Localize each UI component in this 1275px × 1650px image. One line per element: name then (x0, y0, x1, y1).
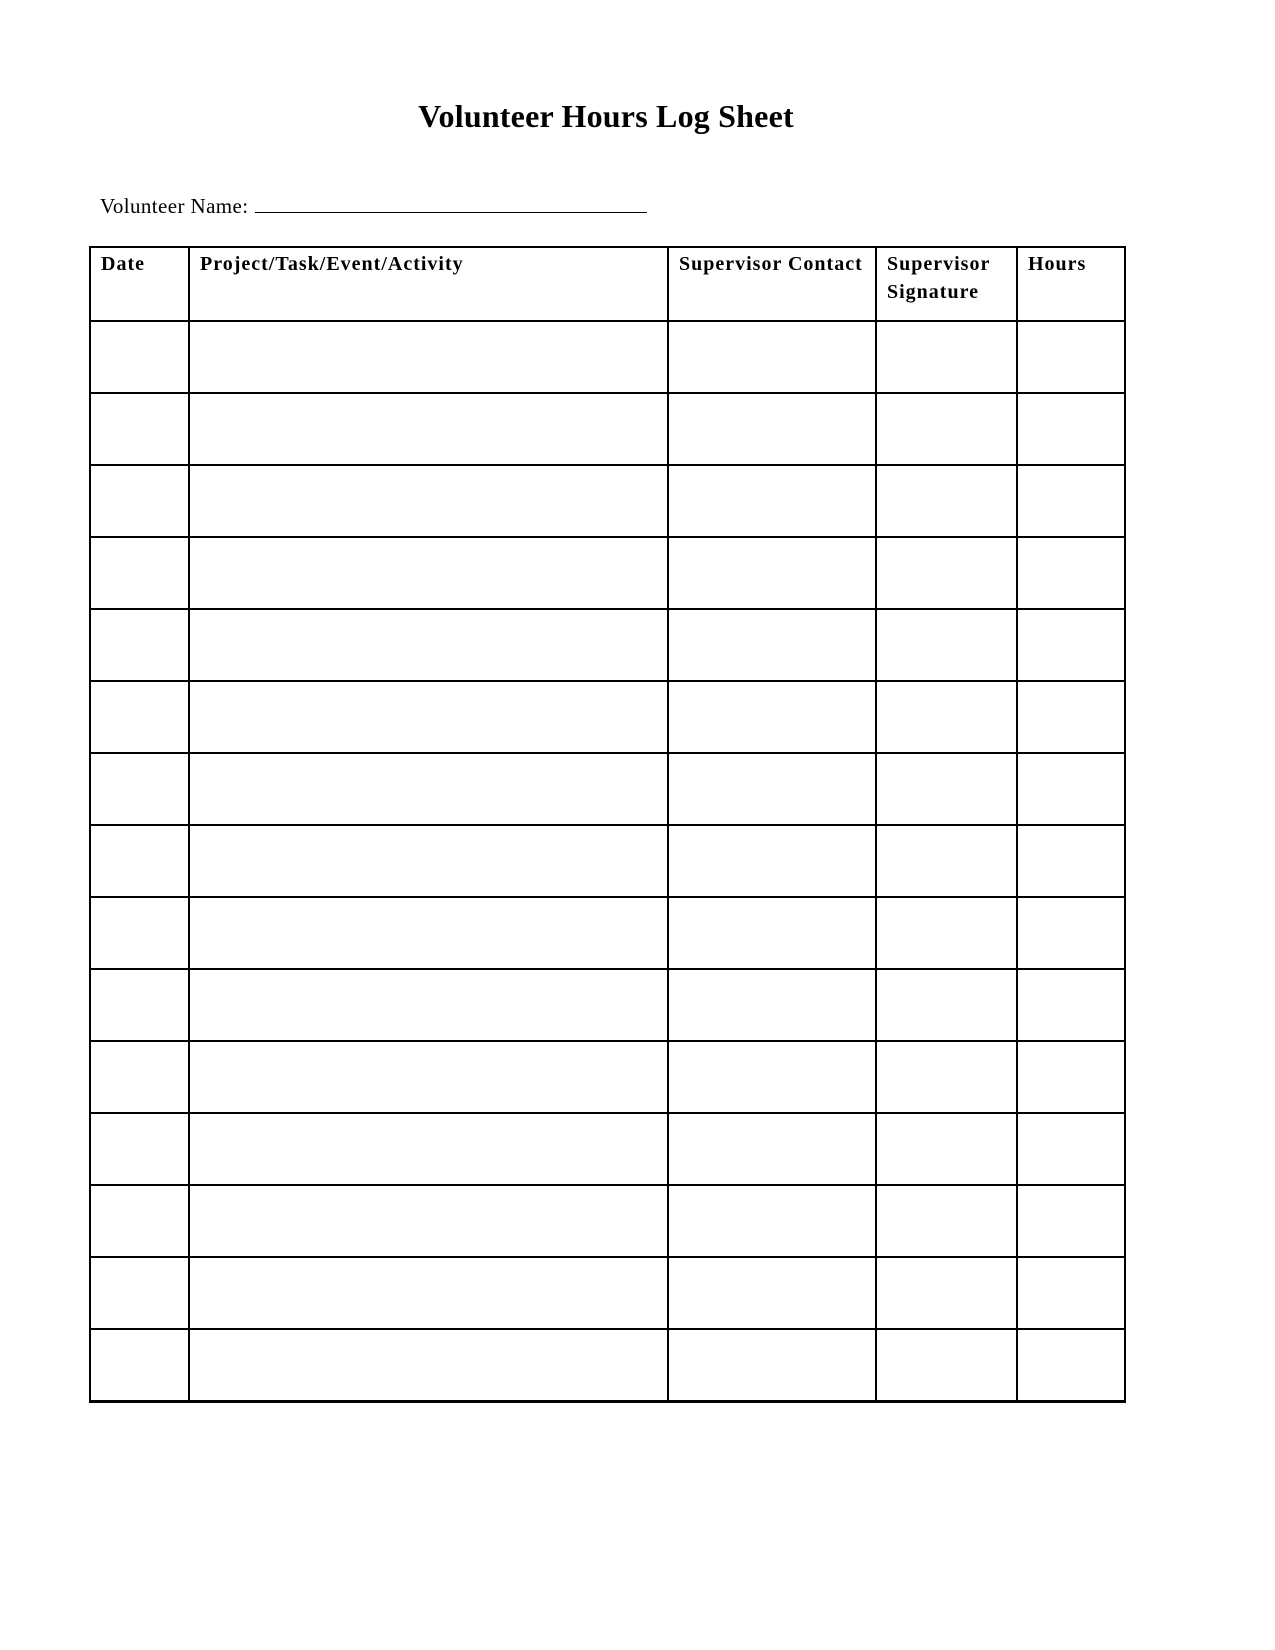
hours-cell[interactable] (1017, 465, 1125, 537)
supervisor-signature-cell[interactable] (876, 1185, 1017, 1257)
supervisor-contact-cell[interactable] (668, 1329, 876, 1402)
table-row (90, 321, 1125, 393)
supervisor-signature-cell[interactable] (876, 537, 1017, 609)
date-cell[interactable] (90, 753, 189, 825)
project-cell[interactable] (189, 1185, 668, 1257)
table-row (90, 825, 1125, 897)
date-cell[interactable] (90, 825, 189, 897)
project-cell[interactable] (189, 969, 668, 1041)
hours-cell[interactable] (1017, 393, 1125, 465)
hours-cell[interactable] (1017, 537, 1125, 609)
table-row (90, 537, 1125, 609)
table-row (90, 609, 1125, 681)
supervisor-contact-cell[interactable] (668, 1185, 876, 1257)
table-row (90, 1257, 1125, 1329)
hours-cell[interactable] (1017, 969, 1125, 1041)
hours-cell[interactable] (1017, 753, 1125, 825)
date-cell[interactable] (90, 897, 189, 969)
date-cell[interactable] (90, 681, 189, 753)
table-row (90, 1329, 1125, 1402)
project-cell[interactable] (189, 897, 668, 969)
hours-cell[interactable] (1017, 609, 1125, 681)
supervisor-contact-cell[interactable] (668, 609, 876, 681)
supervisor-signature-cell[interactable] (876, 465, 1017, 537)
supervisor-contact-cell[interactable] (668, 753, 876, 825)
column-header-supervisor-contact: Supervisor Contact (668, 247, 876, 321)
project-cell[interactable] (189, 1113, 668, 1185)
hours-cell[interactable] (1017, 321, 1125, 393)
project-cell[interactable] (189, 681, 668, 753)
page-title: Volunteer Hours Log Sheet (418, 98, 794, 134)
supervisor-signature-cell[interactable] (876, 681, 1017, 753)
supervisor-signature-cell[interactable] (876, 1329, 1017, 1402)
volunteer-name-label: Volunteer Name: (100, 194, 249, 218)
column-header-project: Project/Task/Event/Activity (189, 247, 668, 321)
table-row (90, 1113, 1125, 1185)
supervisor-contact-cell[interactable] (668, 321, 876, 393)
project-cell[interactable] (189, 1329, 668, 1402)
date-cell[interactable] (90, 537, 189, 609)
hours-cell[interactable] (1017, 1113, 1125, 1185)
hours-cell[interactable] (1017, 1257, 1125, 1329)
table-row (90, 393, 1125, 465)
date-cell[interactable] (90, 969, 189, 1041)
table-row (90, 1041, 1125, 1113)
project-cell[interactable] (189, 753, 668, 825)
supervisor-contact-cell[interactable] (668, 825, 876, 897)
supervisor-contact-cell[interactable] (668, 969, 876, 1041)
table-header-row (90, 247, 1125, 321)
project-cell[interactable] (189, 1257, 668, 1329)
supervisor-signature-cell[interactable] (876, 897, 1017, 969)
hours-log-table (89, 246, 1126, 1403)
project-cell[interactable] (189, 393, 668, 465)
supervisor-signature-cell[interactable] (876, 1257, 1017, 1329)
supervisor-contact-cell[interactable] (668, 1041, 876, 1113)
hours-cell[interactable] (1017, 1185, 1125, 1257)
hours-cell[interactable] (1017, 1329, 1125, 1402)
column-header-date: Date (90, 247, 189, 321)
supervisor-signature-cell[interactable] (876, 609, 1017, 681)
supervisor-contact-cell[interactable] (668, 465, 876, 537)
supervisor-signature-cell[interactable] (876, 321, 1017, 393)
project-cell[interactable] (189, 537, 668, 609)
supervisor-contact-cell[interactable] (668, 393, 876, 465)
column-header-hours: Hours (1017, 247, 1125, 321)
date-cell[interactable] (90, 1041, 189, 1113)
supervisor-contact-cell[interactable] (668, 897, 876, 969)
date-cell[interactable] (90, 465, 189, 537)
hours-cell[interactable] (1017, 897, 1125, 969)
supervisor-contact-cell[interactable] (668, 681, 876, 753)
supervisor-signature-cell[interactable] (876, 1041, 1017, 1113)
project-cell[interactable] (189, 465, 668, 537)
date-cell[interactable] (90, 393, 189, 465)
volunteer-name-field[interactable] (255, 192, 647, 213)
date-cell[interactable] (90, 1257, 189, 1329)
volunteer-name-row (100, 192, 647, 219)
table-row (90, 897, 1125, 969)
date-cell[interactable] (90, 321, 189, 393)
table-row (90, 753, 1125, 825)
table-row (90, 465, 1125, 537)
supervisor-signature-cell[interactable] (876, 393, 1017, 465)
table-row (90, 969, 1125, 1041)
column-header-supervisor-signature: Supervisor Signature (876, 247, 1017, 321)
date-cell[interactable] (90, 1113, 189, 1185)
supervisor-contact-cell[interactable] (668, 537, 876, 609)
table-row (90, 681, 1125, 753)
project-cell[interactable] (189, 825, 668, 897)
supervisor-signature-cell[interactable] (876, 753, 1017, 825)
supervisor-signature-cell[interactable] (876, 969, 1017, 1041)
project-cell[interactable] (189, 321, 668, 393)
table-body (90, 321, 1125, 1402)
supervisor-contact-cell[interactable] (668, 1113, 876, 1185)
supervisor-signature-cell[interactable] (876, 1113, 1017, 1185)
hours-cell[interactable] (1017, 681, 1125, 753)
hours-cell[interactable] (1017, 825, 1125, 897)
date-cell[interactable] (90, 1185, 189, 1257)
date-cell[interactable] (90, 1329, 189, 1402)
supervisor-signature-cell[interactable] (876, 825, 1017, 897)
hours-cell[interactable] (1017, 1041, 1125, 1113)
supervisor-contact-cell[interactable] (668, 1257, 876, 1329)
project-cell[interactable] (189, 1041, 668, 1113)
date-cell[interactable] (90, 609, 189, 681)
table-row (90, 1185, 1125, 1257)
project-cell[interactable] (189, 609, 668, 681)
